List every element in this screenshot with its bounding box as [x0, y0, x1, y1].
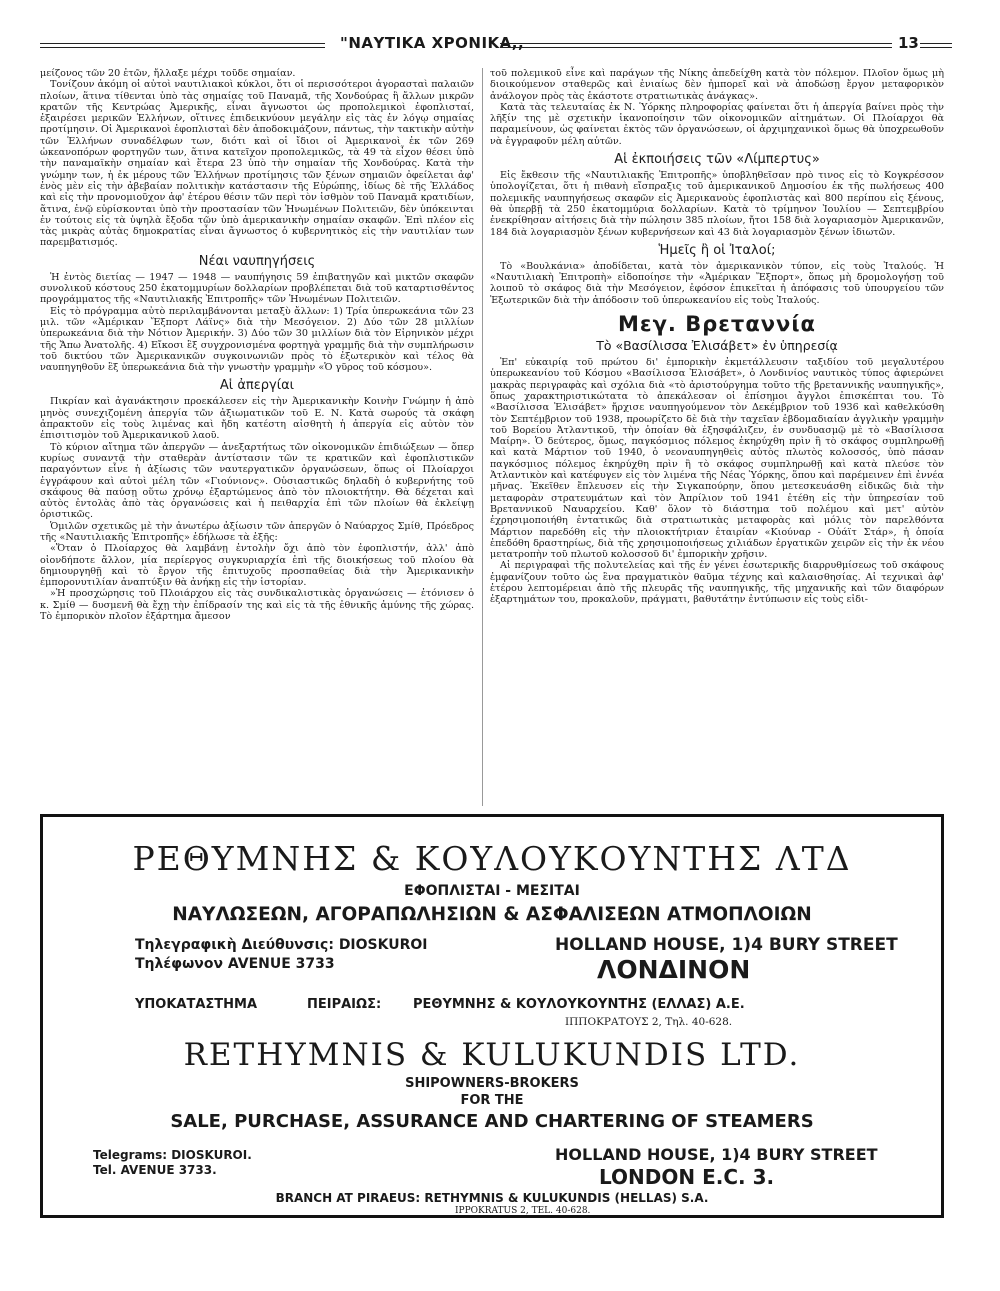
- ad-english-services: SALE, PURCHASE, ASSURANCE AND CHARTERING OF STEAMERS: [170, 1111, 814, 1132]
- paragraph: τοῦ πολεμικοῦ εἶνε καὶ παράγων τῆς Νίκης ἀπεδείχθη κατὰ τὸν πόλεμον. Πλοῖον ὅμως μὴ διοικούμενον σταθερῶς καὶ ἑνιαίως δὲν ἠμπορεῖ καὶ νὰ ἀποδώσῃ ἔργον μεταφορικὸν ἀνάλογον πρὸς τὰς ἑκάστοτε στρατιωτικὰς ἀνάγκας».: [490, 68, 944, 102]
- column-divider: [482, 68, 483, 806]
- header-rule-middle: [500, 43, 892, 48]
- page-number: 13: [898, 34, 919, 52]
- section-heading-new-builds: Νέαι ναυπηγήσεις: [198, 253, 316, 269]
- subheading-queen-elizabeth: Τὸ «Βασίλισσα Ἐλισάβετ» ἐν ὑπηρεσίᾳ: [596, 338, 838, 354]
- ad-english-branch-address: IPPOKRATUS 2, TEL. 40-628.: [455, 1206, 591, 1216]
- ad-greek-services: ΝΑΥΛΩΣΕΩΝ, ΑΓΟΡΑΠΩΛΗΣΙΩΝ & ΑΣΦΑΛΙΣΕΩΝ ΑΤΜΟΠΛΟΙΩΝ: [172, 904, 812, 925]
- paragraph: Ἡ ἐντὸς διετίας — 1947 — 1948 — ναυπήγησις 59 ἐπιβατηγῶν καὶ μικτῶν σκαφῶν συνολικοῦ κόστους 250 ἑκατομμυρίων δολλαρίων προβλέπεται διὰ τοῦ καταρτισθέντος προγράμματος τῆς «Ναυτιλιακῆς Ἐπιτροπῆς» τῶν Ἡνωμένων Πολιτειῶν.: [40, 271, 474, 306]
- header-rule-right: [920, 43, 952, 48]
- left-column: [40, 68, 474, 622]
- section-heading-great-britain: Μεγ. Βρεταννία: [618, 312, 816, 337]
- ad-greek-branch-label: ΥΠΟΚΑΤΑΣΤΗΜΑ: [135, 997, 258, 1012]
- ad-english-phone: Tel. AVENUE 3733.: [93, 1163, 217, 1177]
- ad-english-telegrams: Telegrams: DIOSKUROI.: [93, 1148, 252, 1162]
- ad-greek-branch-address: ΙΠΠΟΚΡΑΤΟΥΣ 2, Τηλ. 40-628.: [565, 1016, 733, 1028]
- ad-english-company-name: RETHYMNIS & KULUKUNDIS LTD.: [183, 1037, 801, 1073]
- paragraph: Εἰς τὸ πρόγραμμα αὐτὸ περιλαμβάνονται μεταξὺ ἄλλων: 1) Τρία ὑπερωκεάνια τῶν 23 μιλ. τῶν «Ἀμέρικαν Ἔξπορτ Λάϊνς» διὰ τὴν Μεσόγειον. 2) Δύο τῶν 28 μιλλίων ὑπερωκεάνια διὰ τὴν Νότιον Ἀμερικήν. 3) Δύο τῶν 30 μιλλίων διὰ τὸν Εἰρηνικὸν μέχρι τῆς Ἄπω Ἀνατολῆς. 4) Εἴκοσι ἓξ συγχρονισμένα φορτηγὰ γραμμῆς διὰ τὴν συμπλήρωσιν τοῦ δικτύου τῶν Ἀμερικανικῶν συγκοινωνιῶν πρὸς τὸ ἐξωτερικὸν καὶ τέλος θὰ ναυπηγηθοῦν ἓξ ὑπερωκεάνια διὰ τὴν γνωστὴν γραμμὴν «Ὁ γῦρος τοῦ κόσμου».: [40, 305, 474, 374]
- paragraph: Ὁμιλῶν σχετικῶς μὲ τὴν ἀνωτέρω ἀξίωσιν τῶν ἀπεργῶν ὁ Ναύαρχος Σμίθ, Πρόεδρος τῆς «Ναυτιλιακῆς Ἐπιτροπῆς» ἐδήλωσε τὰ ἑξῆς:: [40, 520, 474, 543]
- section-heading-strikes: Αἱ ἀπεργίαι: [219, 378, 295, 394]
- ad-english-address: HOLLAND HOUSE, 1)4 BURY STREET: [555, 1145, 878, 1164]
- publication-title: "ΝΑΥΤΙΚΑ ΧΡΟΝΙΚΑ,,: [340, 34, 525, 52]
- paragraph: Εἰς ἔκθεσιν τῆς «Ναυτιλιακῆς Ἐπιτροπῆς» ὑποβληθεῖσαν πρὸ τινος εἰς τὸ Κογκρέσσον ὑπολογίζεται, ὅτι ἡ πιθανὴ εἴσπραξις τοῦ ἀμερικανικοῦ Δημοσίου ἐκ τῆς πωλήσεως 400 πολεμικῆς ναυπηγήσεως σκαφῶν εἰς Ἀμερικανοὺς ἐφοπλιστὰς καὶ 800 περίπου εἰς ξένους, θὰ ὑπερβῇ τὰ 250 ἑκατομμύρια δολλαρίων. Κατὰ τὸ τρίμηνον Ἰουλίου — Σεπτεμβρίου ἐνεκρίθησαν αἰτήσεις διὰ τὴν πώλησιν 385 πλοίων, ἤτοι 158 διὰ λογαριασμὸν Ἀμερικανῶν, 184 διὰ λογαριασμὸν ξένων κυβερνήσεων καὶ 43 διὰ λογαριασμὸν ξένων ἰδιωτῶν.: [490, 170, 944, 238]
- ad-greek-branch-city: ΠΕΙΡΑΙΩΣ:: [307, 997, 382, 1012]
- ad-greek-city: ΛΟΝΔΙΝΟΝ: [597, 955, 751, 984]
- section-heading-liberty-sales: Αἱ ἐκποιήσεις τῶν «Λίμπερτυς»: [614, 152, 820, 168]
- header-rule-left: [40, 43, 325, 48]
- paragraph: »Ἡ προσχώρησις τοῦ Πλοιάρχου εἰς τὰς συνδικαλιστικὰς ὀργανώσεις — ἐτόνισεν ὁ κ. Σμίθ — δυσμενῆ θὰ ἔχῃ τὴν ἐπίδρασίν της καὶ εἰς τὰ τῆς ἐθνικῆς ἀμύνης τῆς χώρας. Τὸ ἐμπορικὸν πλοῖον ἐξάρτημα ἄμεσον: [40, 588, 474, 623]
- advertisement: [40, 814, 944, 1218]
- paragraph: Ἐπ' εὐκαιρίᾳ τοῦ πρώτου δι' ἐμπορικὴν ἐκμετάλλευσιν ταξιδίου τοῦ μεγαλυτέρου ὑπερωκεανίου τοῦ Κόσμου «Βασίλισσα Ἐλισάβετ», ὁ Λονδινίος ναυτικὸς τύπος ἀφιερώνει μακρὰς περιγραφὰς καὶ σχόλια διὰ «τὸ ἀριστούργημα τοῦτο τῆς βρεταννικῆς ναυπηγικῆς», ὅπως χαρακτηριστικώτατα τὸ ἀπεκάλεσαν οἱ ἐπίσημοι ἄγγλοι ἐπισκέπται του. Τὸ «Βασίλισσα Ἐλισάβετ» ἤρχισε ναυπηγούμενον τὸν Δεκέμβριον τοῦ 1936 καὶ καθελκύσθη τὸν Σεπτέμβριον τοῦ 1938, προωρίζετο δὲ διὰ τὴν ταχεῖαν ἑβδομαδιαίαν ἀγγλικὴν γραμμὴν τοῦ Βορείου Ἀτλαντικοῦ, τὴν ὁποίαν θὰ ἐξησφάλιζεν, ἐν συνδυασμῷ μὲ τὸ «Βασίλισσα Μαίρη». Ὁ δεύτερος, ὅμως, παγκόσμιος πόλεμος ἐκηρύχθη πρὶν ἢ τὸ σκάφος συμπληρωθῇ καὶ κατὰ Μάρτιον τοῦ 1940, ὁ νεοναυπηγηθεὶς αὐτὸς πλωτὸς κολοσσός, ὑπὸ πάσαν παγκόσμιος πόλεμος ἐκηρύχθη πρὶν ἢ τὸ σκάφος συμπληρωθῇ καὶ κατὰ πλεύσε τὸν Ἀτλαντικὸν καὶ κατέφυγεν εἰς τὸν λιμένα τῆς Νέας Ὑόρκης, ὅπου καὶ παρέμεινεν ἐπὶ ἐννέα μῆνας. Ἐκεῖθεν ἔπλευσεν εἰς τὴν Σιγκαπούρην, ὅπου μετεσκευάσθη εἰδικῶς διὰ τὴν μεταφορὰν στρατευμάτων καὶ τὸν Ἀπρίλιον τοῦ 1941 ἐτέθη εἰς τὴν ὑπηρεσίαν τοῦ Βρεταννικοῦ Ναυαρχείου. Καθ' ὅλον τὸ διάστημα τοῦ πολέμου καὶ μετ' αὐτὸν ἐχρησιμοποιήθη ἐντατικῶς διὰ στρατιωτικὰς μεταφορὰς καὶ μόλις τὸν παρελθόντα Μάρτιον παρεδόθη εἰς τὴν πλοιοκτήτριαν ἑταιρίαν «Κιούναρ - Οὐάϊτ Στάρ», ἡ ὁποία ἐπεδόθη δραστηρίως, διὰ τῆς χρησιμοποιήσεως χιλιάδων ἐργατικῶν χειρῶν εἰς τὴν ἐκ νέου μετατροπὴν τοῦ πλωτοῦ κολοσσοῦ δι' ἐμπορικὴν χρῆσιν.: [490, 357, 944, 561]
- paragraph: Αἱ περιγραφαὶ τῆς πολυτελείας καὶ τῆς ἐν γένει ἐσωτερικῆς διαρρυθμίσεως τοῦ σκάφους ἐμφανίζουν τοῦτο ὡς ἓνα πραγματικὸν θαῦμα τέχνης καὶ καλαισθησίας. Αἱ τεχνικαὶ ἀφ' ἑτέρου λεπτομέρειαι ἀπὸ τῆς πλευρᾶς τῆς ναυπηγικῆς, τῆς μηχανικῆς καὶ τῶν διαφόρων ἐξαρτημάτων του, προκαλοῦν, πράγματι, βαθυτάτην ἐντύπωσιν εἰς τοὺς εἰδι-: [490, 560, 944, 606]
- ad-english-branch: BRANCH AT PIRAEUS: RETHYMNIS & KULUKUNDIS (HELLAS) S.A.: [275, 1191, 709, 1205]
- ad-greek-branch-name: ΡΕΘΥΜΝΗΣ & ΚΟΥΛΟΥΚΟΥΝΤΗΣ (ΕΛΛΑΣ) Α.Ε.: [413, 997, 745, 1012]
- paragraph: Κατὰ τὰς τελευταίας ἐκ Ν. Ὑόρκης πληροφορίας φαίνεται ὅτι ἡ ἀπεργία βαίνει πρὸς τὴν λῆξίν της μὲ σχετικὴν ἱκανοποίησιν τῶν οἰκονομικῶν αἰτημάτων. Οἱ Πλοίαρχοι θὰ παραμείνουν, ὡς φαίνεται ἐκτὸς τῶν ὀργανώσεων, οἱ ἀρχιμηχανικοὶ ὅμως θὰ ὑποχρεωθοῦν νὰ ἐγγραφοῦν μέλη αὐτῶν.: [490, 101, 944, 147]
- ad-greek-company-name: ΡΕΘΥΜΝΗΣ & ΚΟΥΛΟΥΚΟΥΝΤΗΣ ΛΤΔ: [132, 839, 852, 878]
- ad-greek-phone: Τηλέφωνον AVENUE 3733: [135, 956, 335, 972]
- paragraph: Τὸ κύριον αἴτημα τῶν ἀπεργῶν — ἀνεξαρτήτως τῶν οἰκονομικῶν ἐπιδιώξεων — ὅπερ κυρίως συναντᾷ τὴν σταθερὰν ἀντίστασιν τῶν τε κρατικῶν καὶ ἐφοπλιστικῶν παραγόντων εἶνε ἡ ἀξίωσις τῶν ναυτεργατικῶν ὀργανώσεων, ὅπως οἱ Πλοίαρχοι ἐγγράφουν καὶ αὐτοὶ μέλη τῶν «Γιούνιονς». Οὑσιαστικῶς δηλαδὴ ὁ κυβερνήτης τοῦ σκάφους θὰ παύσῃ οὕτω χρόνῳ ἐξαρτώμενος ἀπὸ τὸν πλοιοκτήτην. Θὰ δέχεται καὶ αὐτὸς ἐντολὰς ἀπὸ τὰς ὀργανώσεις καὶ ἡ πειθαρχία ἐπὶ τῶν πλοίων θὰ ἐκλείψῃ ὁριστικῶς.: [40, 441, 474, 521]
- paragraph: Τονίζουν ἀκόμη οἱ αὐτοὶ ναυτιλιακοὶ κύκλοι, ὅτι οἱ περισσότεροι ἀγορασταὶ παλαιῶν πλοίων, ἅτινα τίθενται ὑπὸ τὰς σημαίας τοῦ Παναμᾶ, τῆς Χονδούρας ἢ ἄλλων μικρῶν κρατῶν τῆς Κεντρώας Ἀμερικῆς, εἶναι ἄγνωστοι ὡς προπολεμικοὶ ἐφοπλισταί, ἐξαιρέσει μερικῶν Ἑλλήνων, οἵτινες ἐπιδεικνύουν μεγάλην εἰς τὰς ἐν λόγῳ σημαίας προτίμησιν. Οἱ Ἀμερικανοὶ ἐφοπλισταὶ δὲν ἀποδοκιμάζουν, πάντως, τὴν τακτικὴν αὐτὴν τῶν Ἑλλήνων συναδέλφων των, διότι καὶ οἱ ἴδιοι οἱ Ἀμερικανοὶ ἐκ τῶν 269 ὠκεανοπόρων φορτηγῶν των, ἅτινα κατεῖχον προπολεμικῶς, τὰ 49 τὰ εἶχον θέσει ὑπὸ τὴν παναμαϊκὴν σημαίαν καὶ ἕτερα 23 ὑπὸ τὴν σημαίαν τῆς Χονδούρας. Κατὰ τὴν γνώμην των, ἡ ἐκ μέρους τῶν Ἑλλήνων προτίμησις τῶν ξένων σημαιῶν ὀφείλεται ἀφ' ἑνὸς μὲν εἰς τὴν ἀβεβαίαν πολιτικὴν κατάστασιν τῆς Εὐρώπης, ἰδίως δὲ τῆς Ἑλλάδος καὶ εἰς τὴν προνομιοῦχον ἀφ' ἑτέρου θέσιν τῶν περὶ τὸν ἰσθμὸν τοῦ Παναμᾶ κρατιδίων, ἅτινα, ἐνῷ εὑρίσκονται ὑπὸ τὴν προστασίαν τῶν Ἡνωμένων Πολιτειῶν, δὲν ὑπόκεινται ἐν τούτοις εἰς τὰ ὑψηλὰ ἔξοδα τῶν ὑπὸ ἀμερικανικὴν σημαίαν σκαφῶν. Ἐπὶ πλέον εἰς τὰς μικρὰς αὐτὰς δημοκρατίας εἶναι ἄγνωστος ὁ κυβερνητικὸς εἰς τὴν ναυτιλίαν των παρεμβατισμός.: [40, 79, 475, 249]
- right-column: [490, 68, 944, 606]
- paragraph: Τὸ «Βουλκάνια» ἀποδίδεται, κατὰ τὸν ἀμερικανικὸν τύπον, εἰς τοὺς Ἰταλούς. Ἡ «Ναυτιλιακὴ Ἐπιτροπὴ» εἰδοποίησε τὴν «Ἀμέρικαν Ἔξπορτ», ὅπως μὴ δρομολογήσῃ τοῦ λοιποῦ τὸ σκάφος διὰ τὴν Μεσόγειον, ἐφόσον ἐπικεῖται ἡ ἀπόφασις τοῦ ὑπουργείου τῶν Ἐξωτερικῶν διὰ τὴν ἀπόδοσιν τοῦ ὑπερωκεανίου εἰς τοὺς Ἰταλούς.: [490, 260, 944, 306]
- ad-greek-role: ΕΦΟΠΛΙΣΤΑΙ - ΜΕΣΙΤΑΙ: [404, 883, 580, 899]
- ad-english-for: FOR THE: [460, 1093, 524, 1108]
- section-heading-italians: Ἡμεῖς ἢ οἱ Ἰταλοί;: [658, 242, 776, 258]
- ad-english-city: LONDON E.C. 3.: [599, 1165, 775, 1189]
- paragraph: Πικρίαν καὶ ἀγανάκτησιν προεκάλεσεν εἰς τὴν Ἀμερικανικὴν Κοινὴν Γνώμην ἡ ἀπὸ μηνὸς συνεχιζομένη ἀπεργία τῶν ἀξιωματικῶν τοῦ Ε. Ν. Κατὰ σωρούς τὰ σκάφη ἀπρακτοῦν εἰς τοὺς λιμένας καὶ ἤδη κατέστη αἰσθητὴ ἡ ἀπεργία εἰς αὐτὸν τὸν ἐπισιτισμὸν τοῦ Ἀμερικανικοῦ λαοῦ.: [40, 396, 474, 442]
- ad-greek-address: HOLLAND HOUSE, 1)4 BURY STREET: [555, 935, 898, 955]
- paragraph: μείζονος τῶν 20 ἐτῶν, ἤλλαξε μέχρι τοῦδε σημαίαν.: [40, 68, 296, 79]
- ad-english-role: SHIPOWNERS-BROKERS: [405, 1076, 579, 1091]
- page-header: [40, 34, 952, 54]
- ad-greek-telegraph: Τηλεγραφικὴ Διεύθυνσις: DIOSKUROI: [135, 937, 428, 953]
- paragraph: «Ὅταν ὁ Πλοίαρχος θὰ λαμβάνῃ ἐντολὴν ὄχι ἀπὸ τὸν ἐφοπλιστήν, ἀλλ' ἀπὸ οἱονδήποτε ἄλλον, μία περίεργος συγκυριαρχία ἐπὶ τῆς διοικήσεως τοῦ πλοίου θὰ δημιουργηθῇ καὶ τὸ ἔργον τῆς ἐπιτυχοῦς προσπαθείας διὰ τὴν Ἀμερικανικὴν ἐμπορονυτιλίαν ἀναπτύξιν θὰ ἀνήκῃ εἰς τὴν ἱστορίαν.: [40, 543, 474, 589]
